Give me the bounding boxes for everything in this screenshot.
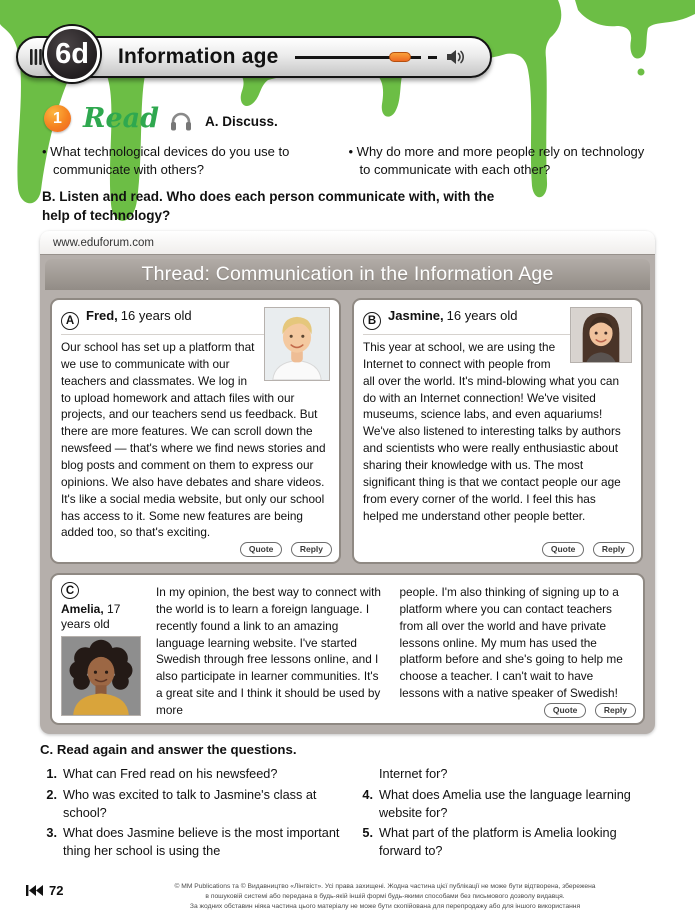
rewind-icon [26,885,43,896]
unit-number: 6d [55,37,89,70]
page-number-value: 72 [49,883,64,898]
author-name: Jasmine, [388,308,444,323]
exercise-number-badge: 1 [44,105,71,132]
author-name: Amelia, [61,602,104,617]
discussion-question: • Why do more and more people rely on technology to communicate with each other? [349,143,649,180]
question-continuation: Internet for? [379,767,448,781]
post-author [61,582,147,716]
audio-slider[interactable] [389,52,411,62]
quote-button[interactable]: Quote [544,703,587,719]
task-a-label: A. Discuss. [205,113,278,129]
grip-bars-icon [30,49,42,65]
post-text: Our school has set up a platform that we use to communicate with our teachers and classmates. We log in to upload homework and attach files with our projects, and our teachers send us feedback. But there are more features. We can scroll down the newsfeed — that's where we find news stories and blog posts and comment on them to express our opinions. We also have debates and share videos. It's like a social media website, but only our school has access to it. Some new features are being added too, so that's exciting. [61,340,326,540]
questions-right-column [350,766,650,864]
task-c-label: C. Read again and answer the questions. [40,742,297,757]
reply-button[interactable]: Reply [593,542,634,558]
question-item: 4. What does Amelia use the language learning website for? [362,787,631,820]
question-item: 5. What part of the platform is Amelia looking forward to? [362,826,617,859]
post-actions [538,539,634,557]
post-amelia [50,573,645,725]
read-heading: Read [83,103,159,134]
post-text: This year at school, we are using the Internet to connect with people from all over the world. It's mind-blowing what you can do with an Internet connection! We've visited museums, science labs, and even aquariums! We've also listened to interesting talks by authors and scientists who were really enthusiastic about sharing their knowledge with us. The most significant thing is that we contact people our age from every corner of the world. I feel this has helped me understand other people better. [363,340,621,523]
post-actions [540,700,636,718]
author-name: Fred, [86,308,118,323]
unit-badge [44,26,100,82]
exercise-heading-row [44,105,278,132]
task-b-label: B. Listen and read. Who does each person communicate with, with the help of technology? [42,189,495,223]
jasmine-photo [570,307,632,363]
discussion-question: • What technological devices do you use to communicate with others? [42,143,342,180]
post-text-column-2: people. I'm also thinking of signing up to a platform where you can contact teachers from all over the world and have private lessons online. My mum has used the platform before and she's going to help me choose a teacher. I can't wait to have lessons with a native speaker of Swedish! [399,585,623,701]
forum-posts [40,290,655,732]
reply-button[interactable]: Reply [595,703,636,719]
questions-left-column [40,766,350,864]
audio-progress-line [295,56,421,59]
copyright-line: © MM Publications та © Видавництво «Лінгвіст». Усі права захищені. Жодна частина цієї публікації не може бути відтворена, збережена [174,883,596,890]
forum-url-bar [40,231,655,255]
unit-title: Information age [118,45,279,68]
post-badge: B [363,312,381,330]
speaker-icon[interactable] [446,49,465,65]
post-jasmine [352,298,643,564]
audio-line-end [428,56,437,59]
post-text-column-1: In my opinion, the best way to connect with the world is to learn a foreign language. I recently found a link to an amazing language learning website. I've started Swedish through free lessons online, and I also participate in learner communities. It's a great site and I think it should be used by more [156,585,381,718]
question-item: 1. What can Fred read on his newsfeed? [46,767,278,781]
fred-photo [264,307,330,381]
copyright-line: в пошуковій системі або передана в будь-якій іншій формі будь-якими способами без письмового дозволу видавця. [205,893,565,901]
copyright-line: За жодних обставин ніяка частина цього матеріалу не може бути скопійована для перепродажу або для іншого використання [189,903,581,911]
post-badge: A [61,312,79,330]
author-age: 17 years old [61,602,121,632]
post-fred [50,298,341,564]
post-actions [236,539,332,557]
thread-title: Thread: Communication in the Information Age [45,259,650,290]
quote-button[interactable]: Quote [542,542,585,558]
author-age: 16 years old [120,308,192,323]
question-item: 2. Who was excited to talk to Jasmine's class at school? [46,787,317,820]
reply-button[interactable]: Reply [291,542,332,558]
page-number [26,883,63,898]
discussion-questions [42,143,655,180]
forum-panel [40,231,655,734]
task-c-section [40,742,657,864]
quote-button[interactable]: Quote [240,542,283,558]
author-age: 16 years old [446,308,518,323]
amelia-photo [61,636,141,716]
question-item: 3. What does Jasmine believe is the most important thing her school is using the [46,826,340,859]
forum-url: www.eduforum.com [53,236,154,249]
post-badge: C [61,582,79,599]
headphones-icon [169,111,193,132]
copyright-notice [128,882,642,912]
